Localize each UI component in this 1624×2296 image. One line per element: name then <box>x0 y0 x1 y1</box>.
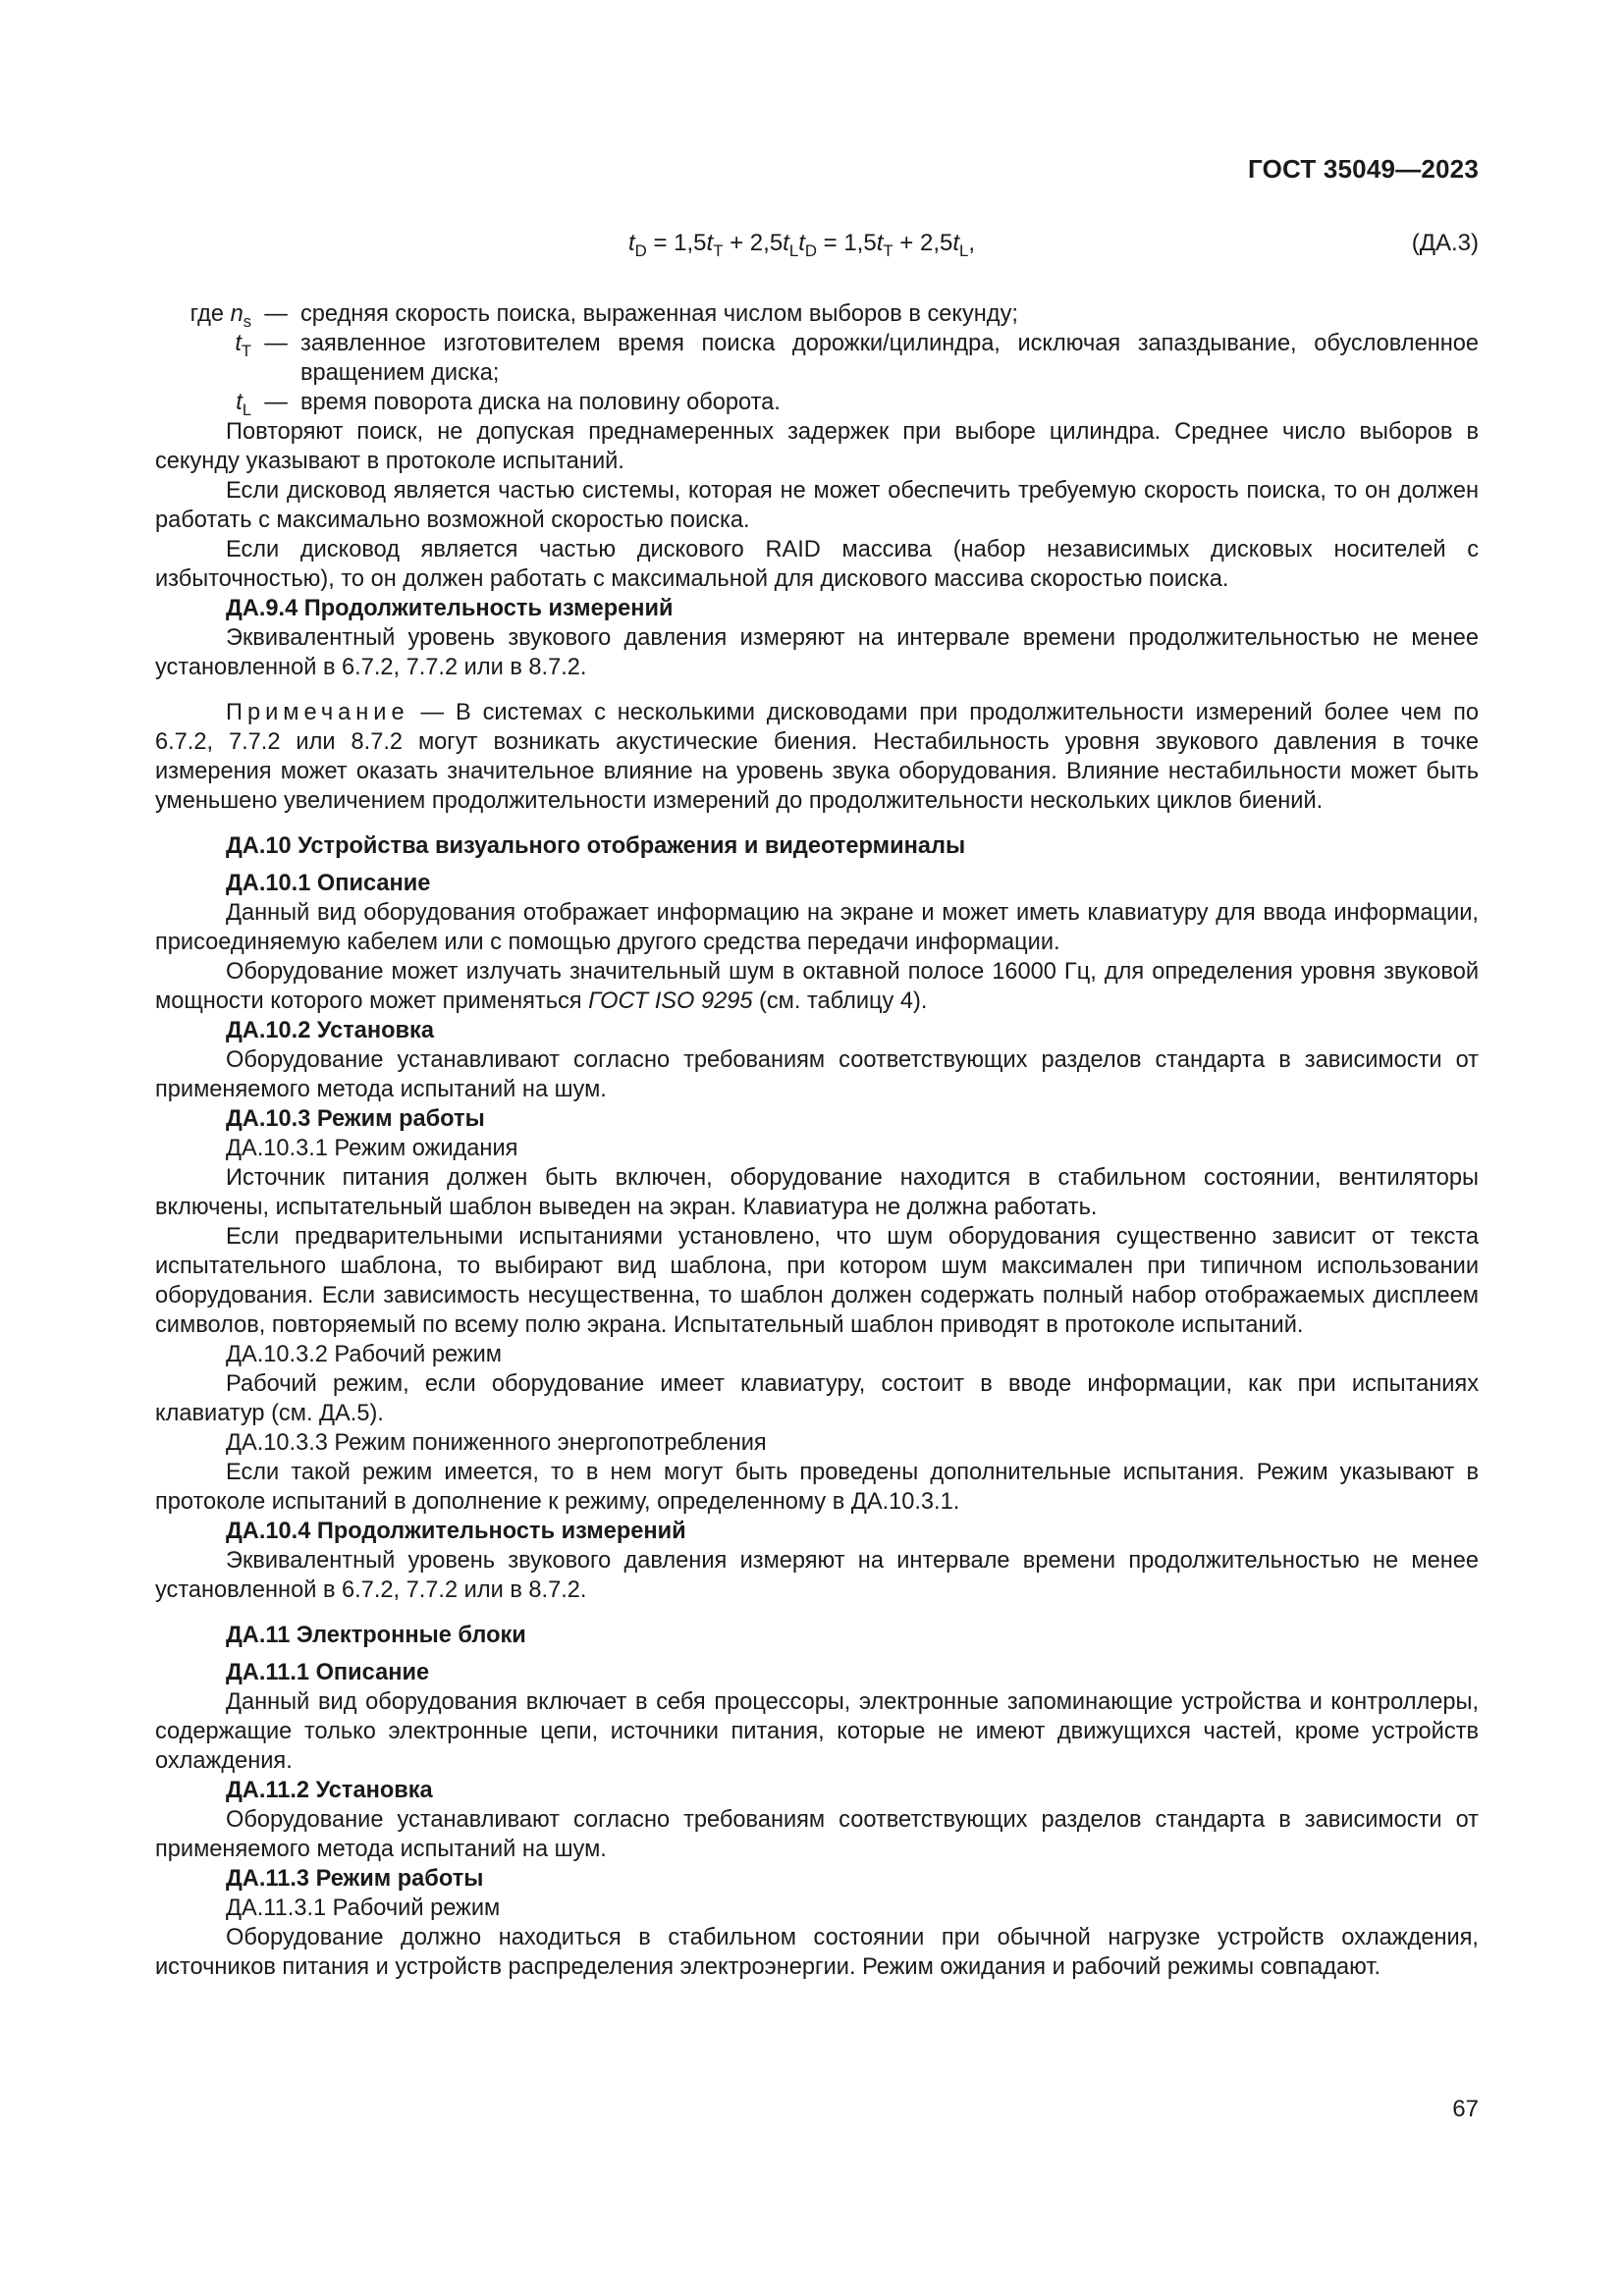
paragraph: Оборудование может излучать значительный шум в октавной полосе 16000 Гц, для определения уровня звуковой мощности которого может применяться ГОСТ ISO 9295 (см. таблицу 4). <box>155 959 1479 1014</box>
paragraph: Если такой режим имеется, то в нем могут быть проведены дополнительные испытания. Режим указывают в протоколе испытаний в дополнение к режиму, определенному в ДА.10.3.1. <box>155 1460 1479 1515</box>
paragraph: Данный вид оборудования отображает информацию на экране и может иметь клавиатуру для ввода информации, присоединяемую кабелем или с помощью другого средства передачи информации. <box>155 900 1479 955</box>
paragraph: Повторяют поиск, не допуская преднамеренных задержек при выборе цилиндра. Среднее число выборов в секунду указывают в протоколе испытаний. <box>155 419 1479 474</box>
section-heading: ДА.11.1 Описание <box>226 1660 430 1685</box>
where-dash: — <box>264 331 288 356</box>
subsection-heading: ДА.11.3.1 Рабочий режим <box>226 1896 501 1921</box>
paragraph: Источник питания должен быть включен, оборудование находится в стабильном состоянии, вентиляторы включены, испытательный шаблон выведен на экран. Клавиатура не должна работать. <box>155 1165 1479 1220</box>
where-item <box>155 329 1479 388</box>
document-header: ГОСТ 35049—2023 <box>1248 154 1479 184</box>
note-text: — В системах с несколькими дисководами при продолжительности измерений более чем по 6.7.2, 7.7.2 или 8.7.2 могут возникать акустические биения. Нестабильность уровня звукового давления в точке измерения может оказать значительное влияние на уровень звука оборудования. Влияние нестабильности может быть уменьшено увеличением продолжительности измерений до продолжительности нескольких циклов биений. <box>155 700 1479 814</box>
section-heading: ДА.11.3 Режим работы <box>226 1866 484 1892</box>
where-definition: средняя скорость поиска, выраженная числом выборов в секунду; <box>300 301 1018 327</box>
subsection-heading: ДА.10.3.3 Режим пониженного энергопотребления <box>226 1430 767 1456</box>
document-body <box>155 299 1479 1982</box>
where-definition: заявленное изготовителем время поиска дорожки/цилиндра, исключая запаздывание, обусловленное вращением диска; <box>300 331 1479 386</box>
paragraph: Данный вид оборудования включает в себя процессоры, электронные запоминающие устройства и контроллеры, содержащие только электронные цепи, источники питания, которые не имеют движущихся частей, кроме устройств охлаждения. <box>155 1689 1479 1774</box>
section-heading: ДА.11 Электронные блоки <box>226 1623 526 1648</box>
standard-reference: ГОСТ ISO 9295 <box>588 988 753 1014</box>
paragraph: Рабочий режим, если оборудование имеет клавиатуру, состоит в вводе информации, как при испытаниях клавиатур (см. ДА.5). <box>155 1371 1479 1426</box>
paragraph: Если предварительными испытаниями установлено, что шум оборудования существенно зависит от текста испытательного шаблона, то выбирают вид шаблона, при котором шум максимален при типичном использовании оборудования. Если зависимость несущественна, то шаблон должен содержать полный набор отображаемых дисплеем символов, повторяемый по всему полю экрана. Испытательный шаблон приводят в протоколе испытаний. <box>155 1224 1479 1338</box>
page-number: 67 <box>1452 2096 1479 2122</box>
section-heading: ДА.10.1 Описание <box>226 871 431 896</box>
paragraph: Эквивалентный уровень звукового давления измеряют на интервале времени продолжительностью не менее установленной в 6.7.2, 7.7.2 или в 8.7.2. <box>155 1548 1479 1603</box>
where-item <box>155 299 1479 329</box>
where-item <box>155 388 1479 417</box>
paragraph: Оборудование устанавливают согласно требованиям соответствующих разделов стандарта в зависимости от применяемого метода испытаний на шум. <box>155 1047 1479 1102</box>
formula-number: (ДА.3) <box>1411 230 1479 256</box>
note-label: Примечание <box>226 700 409 725</box>
section-heading: ДА.10 Устройства визуального отображения и видеотерминалы <box>226 833 966 859</box>
paragraph: Оборудование устанавливают согласно требованиям соответствующих разделов стандарта в зависимости от применяемого метода испытаний на шум. <box>155 1807 1479 1862</box>
where-symbol: $t_T$ <box>235 331 251 360</box>
note <box>155 698 1479 816</box>
paragraph: Оборудование должно находиться в стабильном состоянии при обычной нагрузке устройств охлаждения, источников питания и устройств распределения электроэнергии. Режим ожидания и рабочий режимы совпадают. <box>155 1925 1479 1980</box>
paragraph: Эквивалентный уровень звукового давления измеряют на интервале времени продолжительностью не менее установленной в 6.7.2, 7.7.2 или в 8.7.2. <box>155 625 1479 680</box>
where-list <box>155 299 1479 417</box>
subsection-heading: ДА.10.3.2 Рабочий режим <box>226 1342 502 1367</box>
section-heading: ДА.9.4 Продолжительность измерений <box>226 596 674 621</box>
where-symbol: где $n_s$ <box>189 301 251 331</box>
section-heading: ДА.11.2 Установка <box>226 1778 433 1803</box>
paragraph: Если дисковод является частью дискового RAID массива (набор независимых дисковых носителей с избыточностью), то он должен работать с максимальной для дискового массива скоростью поиска. <box>155 537 1479 592</box>
where-dash: — <box>264 301 288 327</box>
where-dash: — <box>264 390 288 415</box>
subsection-heading: ДА.10.3.1 Режим ожидания <box>226 1136 518 1161</box>
section-heading: ДА.10.3 Режим работы <box>226 1106 485 1132</box>
formula-da3: $t_D = 1,5t_T + 2,5t_Lt_D = 1,5t_T + 2,5t_L$, <box>628 230 976 260</box>
section-heading: ДА.10.2 Установка <box>226 1018 434 1043</box>
section-heading: ДА.10.4 Продолжительность измерений <box>226 1519 686 1544</box>
where-definition: время поворота диска на половину оборота. <box>300 390 781 415</box>
paragraph: Если дисковод является частью системы, которая не может обеспечить требуемую скорость поиска, то он должен работать с максимально возможной скоростью поиска. <box>155 478 1479 533</box>
where-symbol: $t_L$ <box>236 390 251 419</box>
